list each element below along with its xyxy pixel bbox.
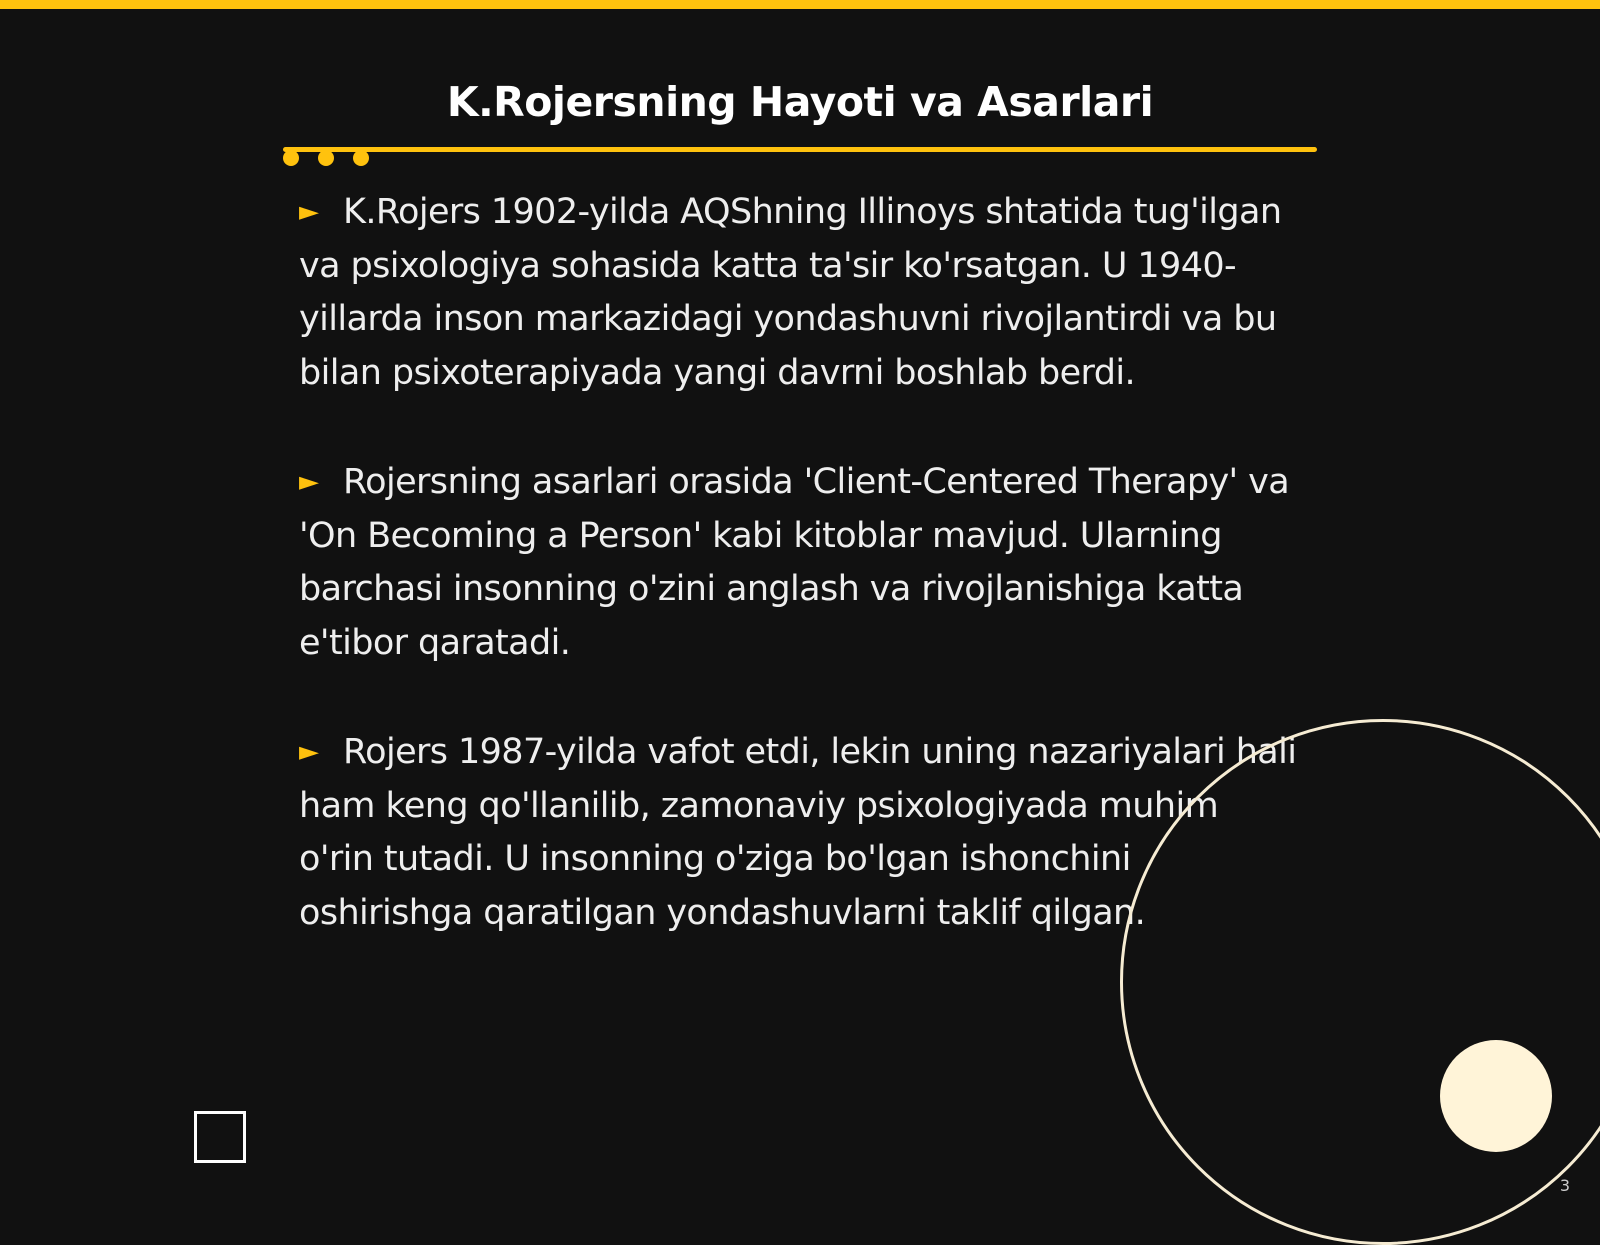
top-accent-bar [0, 0, 1600, 9]
square-outline-decoration [194, 1111, 246, 1163]
bullet-paragraph-3 [299, 726, 1299, 940]
slide-title: K.Rojersning Hayoti va Asarlari [446, 78, 1154, 126]
page-number: 3 [1559, 1176, 1571, 1195]
title-underline [283, 147, 1317, 152]
dot-decoration [318, 150, 334, 166]
filled-circle-decoration [1440, 1040, 1552, 1152]
dot-decoration [283, 150, 299, 166]
bullet-paragraph-2 [299, 456, 1299, 670]
paragraph-text: K.Rojers 1902-yilda AQShning Illinoys shtatida tug'ilgan va psixologiya sohasida katta ta'sir ko'rsatgan. U 1940-yillarda inson markazidagi yondashuvni rivojlantirdi va bu bilan psixoterapiyada yangi davrni boshlab berdi. [299, 192, 1282, 393]
triangle-bullet-icon: ► [299, 467, 319, 497]
bullet-paragraph-1 [299, 186, 1299, 400]
triangle-bullet-icon: ► [299, 197, 319, 227]
decorative-dots [283, 150, 369, 166]
triangle-bullet-icon: ► [299, 737, 319, 767]
dot-decoration [353, 150, 369, 166]
paragraph-text: Rojersning asarlari orasida 'Client-Centered Therapy' va 'On Becoming a Person' kabi kitoblar mavjud. Ularning barchasi insonning o'zini anglash va rivojlanishiga katta e'tibor qaratadi. [299, 462, 1290, 663]
paragraph-text: Rojers 1987-yilda vafot etdi, lekin uning nazariyalari hali ham keng qo'llanilib, zamonaviy psixologiyada muhim o'rin tutadi. U insonning o'ziga bo'lgan ishonchini oshirishga qaratilgan yondashuvlarni taklif qilgan. [299, 732, 1297, 933]
slide-body [299, 186, 1299, 996]
